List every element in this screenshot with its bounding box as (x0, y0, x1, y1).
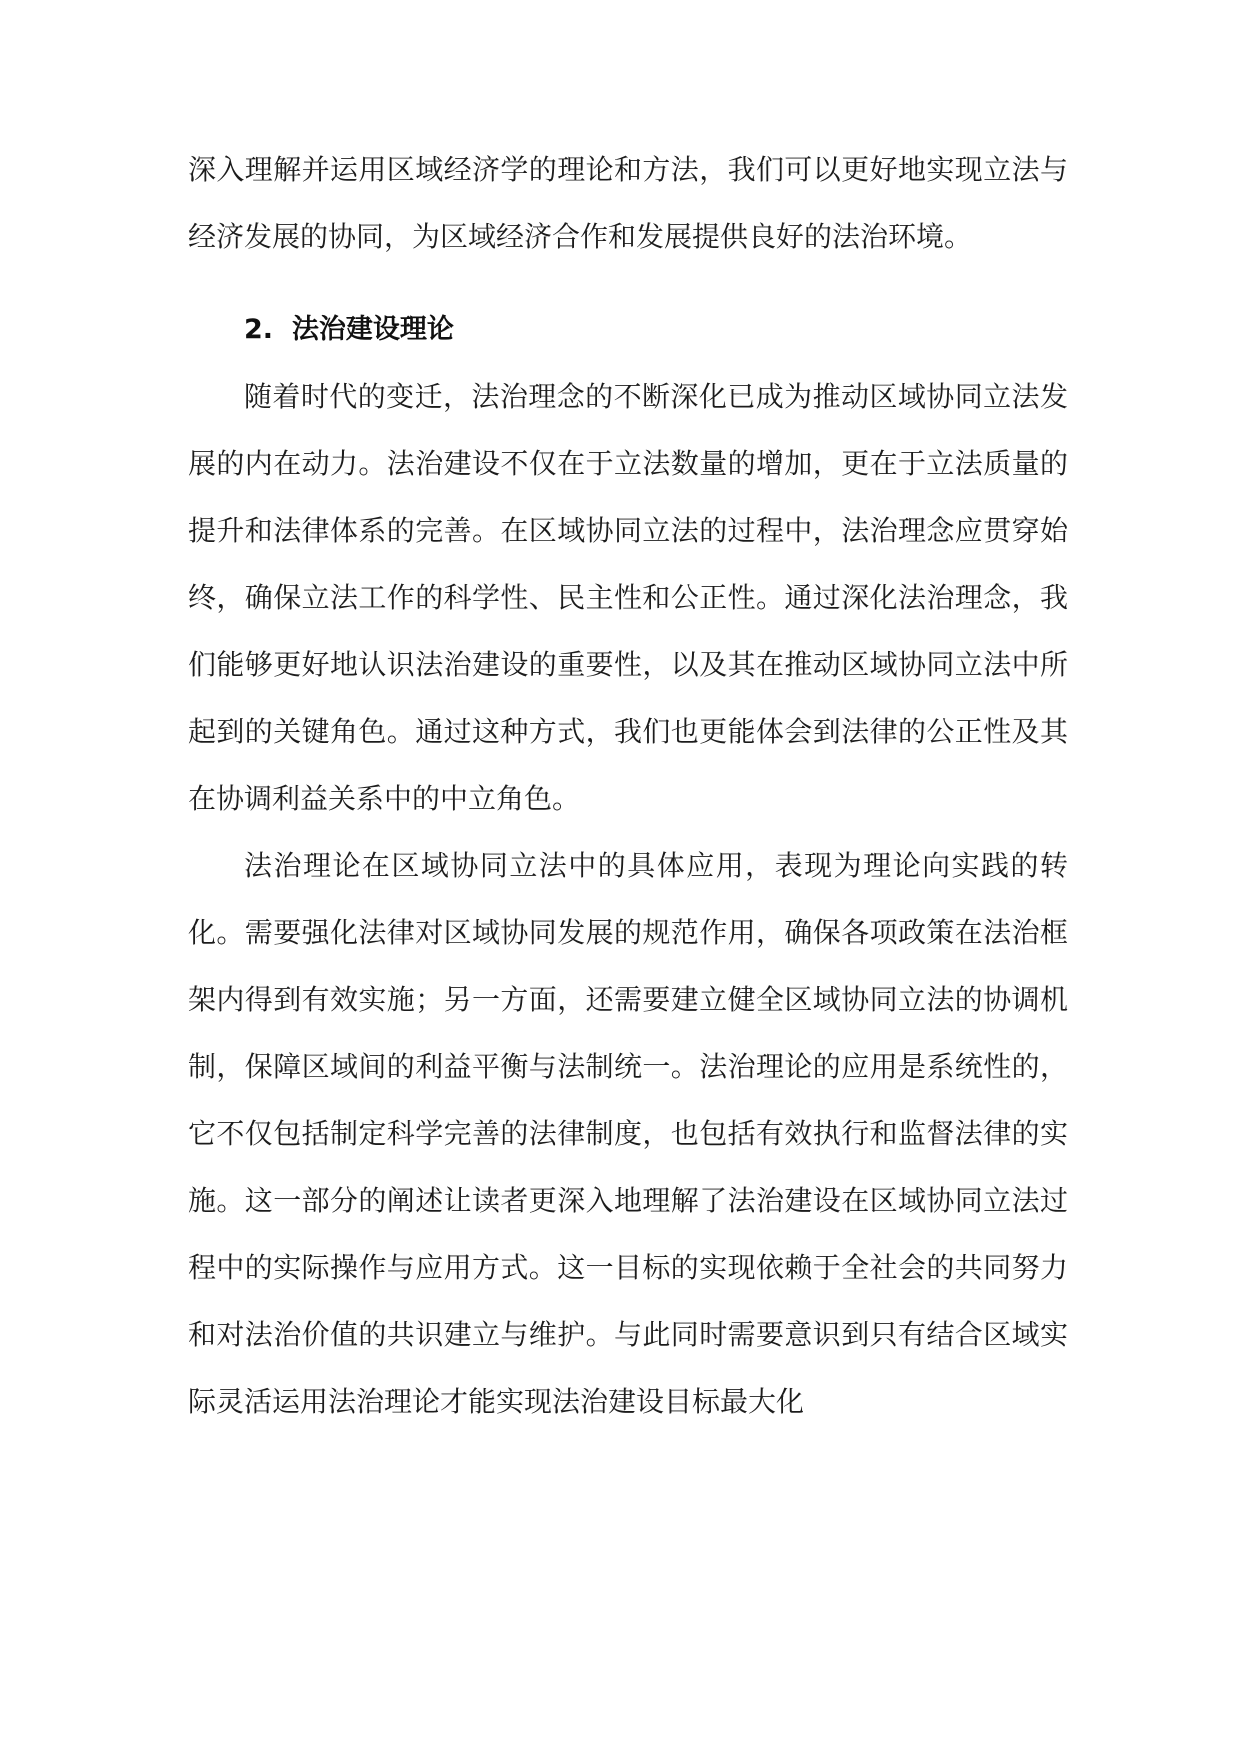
section-title: 法治建设理论 (291, 314, 454, 345)
paragraph: 法治理论在区域协同立法中的具体应用，表现为理论向实践的转化。需要强化法律对区域协同发展的规范作用，确保各项政策在法治框架内得到有效实施；另一方面，还需要建立健全区域协同立法的协调机制，保障区域间的利益平衡与法制统一。法治理论的应用是系统性的，它不仅包括制定科学完善的法律制度，也包括有效执行和监督法律的实施。这一部分的阐述让读者更深入地理解了法治建设在区域协同立法过程中的实际操作与应用方式。这一目标的实现依赖于全社会的共同努力和对法治价值的共识建立与维护。与此同时需要意识到只有结合区域实际灵活运用法治理论才能实现法治建设目标最大化 (188, 849, 1068, 1418)
paragraph-continued: 深入理解并运用区域经济学的理论和方法，我们可以更好地实现立法与经济发展的协同，为区域经济合作和发展提供良好的法治环境。 (188, 153, 1068, 253)
document-body (188, 136, 1068, 1435)
section-number: 2. (244, 314, 274, 345)
paragraph: 随着时代的变迁，法治理念的不断深化已成为推动区域协同立法发展的内在动力。法治建设不仅在于立法数量的增加，更在于立法质量的提升和法律体系的完善。在区域协同立法的过程中，法治理念应贯穿始终，确保立法工作的科学性、民主性和公正性。通过深化法治理念，我们能够更好地认识法治建设的重要性，以及其在推动区域协同立法中所起到的关键角色。通过这种方式，我们也更能体会到法律的公正性及其在协调利益关系中的中立角色。 (188, 380, 1068, 815)
section-heading (188, 296, 1068, 363)
